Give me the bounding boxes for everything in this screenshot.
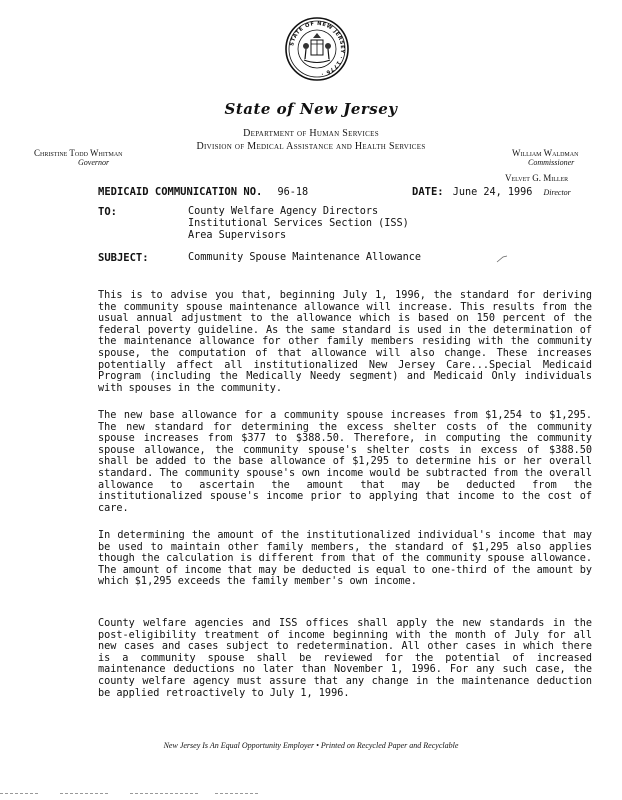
governor-name: Christine Todd Whitman <box>34 148 123 158</box>
subject-label: SUBJECT: <box>98 252 149 264</box>
commissioner-name: William Waldman <box>512 148 579 158</box>
date-label: DATE: <box>412 186 444 198</box>
body-paragraph-2: The new base allowance for a community spouse increases from $1,254 to $1,295. The new standard for determining the excess shelter costs of the community spouse increases from $377 to $388.50. Therefore, in computing the community spouse allowance, the community spouse's shelter costs in excess of $388.50 shall be added to the base allowance of $1,295 to determine his or her overall standard. The community spouse's own income would be subtracted from the overall allowance to ascertain the amount that may be deducted from the institutionalized spouse's income prior to applying that income to the cost of care. <box>98 410 592 514</box>
recipient-line: Institutional Services Section (ISS) <box>188 218 409 229</box>
communication-line <box>98 180 308 199</box>
to-label: TO: <box>98 206 117 218</box>
to-recipients <box>188 206 409 242</box>
director-title: Director <box>543 188 571 197</box>
governor-title: Governor <box>78 158 110 167</box>
commissioner-title: Commissioner <box>528 158 575 167</box>
communication-number: 96-18 <box>277 187 309 198</box>
body-paragraph-1: This is to advise you that, beginning July 1, 1996, the standard for deriving the community spouse maintenance allowance will increase. This results from the usual annual adjustment to the allowance which is based on 150 percent of the federal poverty guideline. As the same standard is used in the determination of the maintenance allowance for other family members residing with the community spouse, the computation of that allowance will also change. These increases potentially affect all institutionalized New Jersey Care...Special Medicaid Program (including the Medically Needy segment) and Medicaid Only individuals with spouses in the community. <box>98 290 592 394</box>
director-name: Velvet G. Miller <box>505 173 569 183</box>
communication-label: MEDICAID COMMUNICATION NO. <box>98 186 263 198</box>
subject-value: Community Spouse Maintenance Allowance <box>188 252 422 263</box>
svg-text:STATE OF NEW JERSEY · 1776 ·: STATE OF NEW JERSEY · 1776 · <box>289 20 346 77</box>
division-name: Division of Medical Assistance and Health Services <box>196 141 426 152</box>
date-line <box>412 180 571 199</box>
body-paragraph-4: County welfare agencies and ISS offices shall apply the new standards in the post-eligibility treatment of income beginning with the month of July for all new cases and cases subject to redetermination. All other cases in which there is a community spouse shall be reviewed for the potential of increased maintenance deductions no later than November 1, 1996. For any such case, the county welfare agency must assure that any change in the maintenance deduction be applied retroactively to July 1, 1996. <box>98 618 592 699</box>
commissioner-block <box>512 148 578 167</box>
scan-artifact <box>0 792 622 795</box>
date-value: June 24, 1996 <box>452 187 533 198</box>
department-name: Department of Human Services <box>243 128 379 139</box>
state-seal-icon <box>284 16 350 82</box>
recipient-line: County Welfare Agency Directors <box>188 206 379 217</box>
stray-mark <box>496 255 508 263</box>
state-title: State of New Jersey <box>224 100 398 118</box>
body-paragraph-3: In determining the amount of the institutionalized individual's income that may be used to maintain other family members, the standard of $1,295 also applies though the calculation is different from that of the community spouse allowance. The amount of income that may be deducted is equal to one-third of the amount by which $1,295 exceeds the family member's own income. <box>98 530 592 588</box>
footer-text: New Jersey Is An Equal Opportunity Employer • Printed on Recycled Paper and Recyclable <box>163 741 459 750</box>
governor-block <box>34 148 123 167</box>
recipient-line: Area Supervisors <box>188 230 287 241</box>
